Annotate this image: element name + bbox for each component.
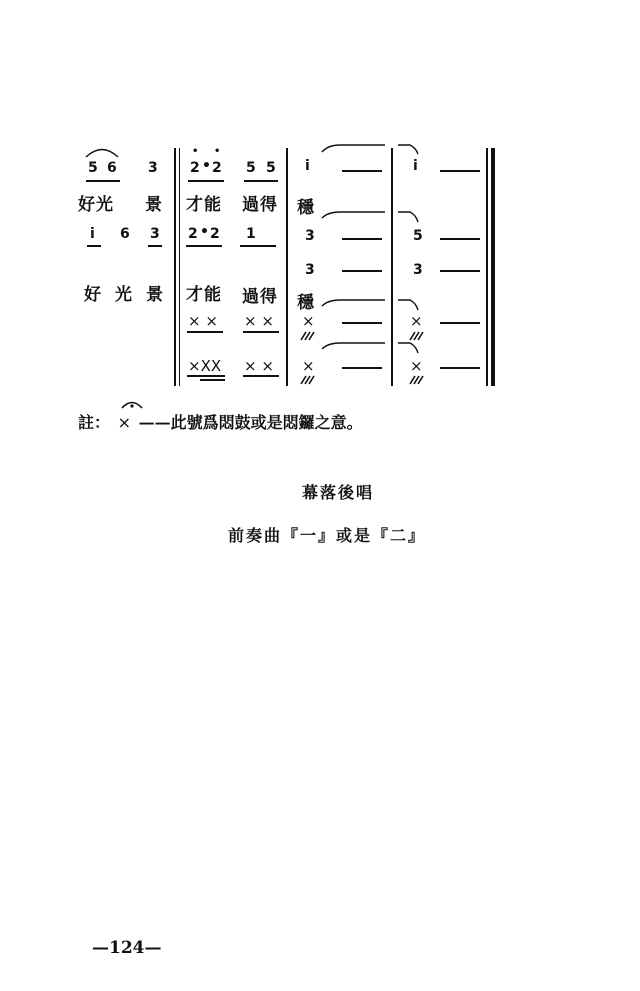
underline xyxy=(240,245,276,247)
lyric: 景 xyxy=(145,195,163,215)
note: 2 xyxy=(190,160,200,176)
note: 2 xyxy=(212,160,222,176)
sustain-dash xyxy=(440,367,480,369)
underline xyxy=(243,375,279,377)
footnote-symbol: × xyxy=(117,413,131,432)
lyric: 過得 xyxy=(242,287,278,307)
lyric: 才能 xyxy=(186,285,222,305)
lyric: 穩 xyxy=(297,293,315,313)
note: 3 xyxy=(148,160,158,176)
note: 3 xyxy=(413,262,423,278)
note: 5 xyxy=(246,160,256,176)
sustain-dash xyxy=(342,367,382,369)
note: 6 xyxy=(120,226,130,242)
lyric: 過得 xyxy=(242,195,278,215)
underline xyxy=(200,379,225,381)
note: i xyxy=(413,158,418,174)
note: i xyxy=(90,226,95,242)
footnote-label: 註： xyxy=(78,413,111,432)
note: 3 xyxy=(305,228,315,244)
dot-mark: • xyxy=(200,224,209,240)
lyric: 景 xyxy=(146,285,164,305)
note: 5 xyxy=(88,160,98,176)
lyric: 好 xyxy=(84,285,102,305)
underline xyxy=(187,331,223,333)
footnote-text: ——此號爲悶鼓或是悶鑼之意。 xyxy=(138,413,363,432)
note: 3 xyxy=(150,226,160,242)
note: 1 xyxy=(246,226,256,242)
underline xyxy=(243,331,279,333)
percussion-mark: ×XX xyxy=(188,357,222,375)
sustain-dash xyxy=(342,170,382,172)
lyric: 才能 xyxy=(186,195,222,215)
percussion-mark: × xyxy=(302,357,315,375)
barline-1b xyxy=(179,148,180,386)
footnote xyxy=(78,410,363,433)
note: 2 xyxy=(188,226,198,242)
lyric: 好光 xyxy=(78,195,114,215)
page-number: —124— xyxy=(92,938,162,958)
percussion-mark: × xyxy=(410,312,423,330)
percussion-mark: × × xyxy=(188,312,218,330)
high-dot: • xyxy=(214,146,221,157)
sustain-dash xyxy=(440,238,480,240)
sustain-dash xyxy=(342,238,382,240)
percussion-mark: × × xyxy=(244,312,274,330)
sustain-dash xyxy=(440,322,480,324)
sustain-dash xyxy=(440,170,480,172)
note: 2 xyxy=(210,226,220,242)
barline-1 xyxy=(174,148,176,386)
percussion-mark: × xyxy=(302,312,315,330)
underline xyxy=(187,375,225,377)
underline xyxy=(148,245,162,247)
lyric: 穩 xyxy=(297,198,315,218)
note: i xyxy=(305,158,310,174)
barline-final-thin xyxy=(486,148,488,386)
barline-2 xyxy=(286,148,288,386)
percussion-mark: × × xyxy=(244,357,274,375)
underline xyxy=(87,245,101,247)
underline xyxy=(86,180,120,182)
sustain-dash xyxy=(342,270,382,272)
percussion-mark: × xyxy=(410,357,423,375)
sustain-dash xyxy=(440,270,480,272)
underline xyxy=(186,245,222,247)
underline xyxy=(244,180,278,182)
note: 3 xyxy=(305,262,315,278)
note: 6 xyxy=(107,160,117,176)
underline xyxy=(188,180,224,182)
barline-3 xyxy=(391,148,393,386)
sustain-dash xyxy=(342,322,382,324)
high-dot: • xyxy=(192,146,199,157)
note: 5 xyxy=(266,160,276,176)
prelude-line: 前奏曲『一』或是『二』 xyxy=(228,526,427,545)
lyric: 光 xyxy=(115,285,133,305)
barline-final-thick xyxy=(491,148,495,386)
curtain-line: 幕落後唱 xyxy=(302,483,375,502)
note: 5 xyxy=(413,228,423,244)
dot-mark: • xyxy=(202,158,211,174)
